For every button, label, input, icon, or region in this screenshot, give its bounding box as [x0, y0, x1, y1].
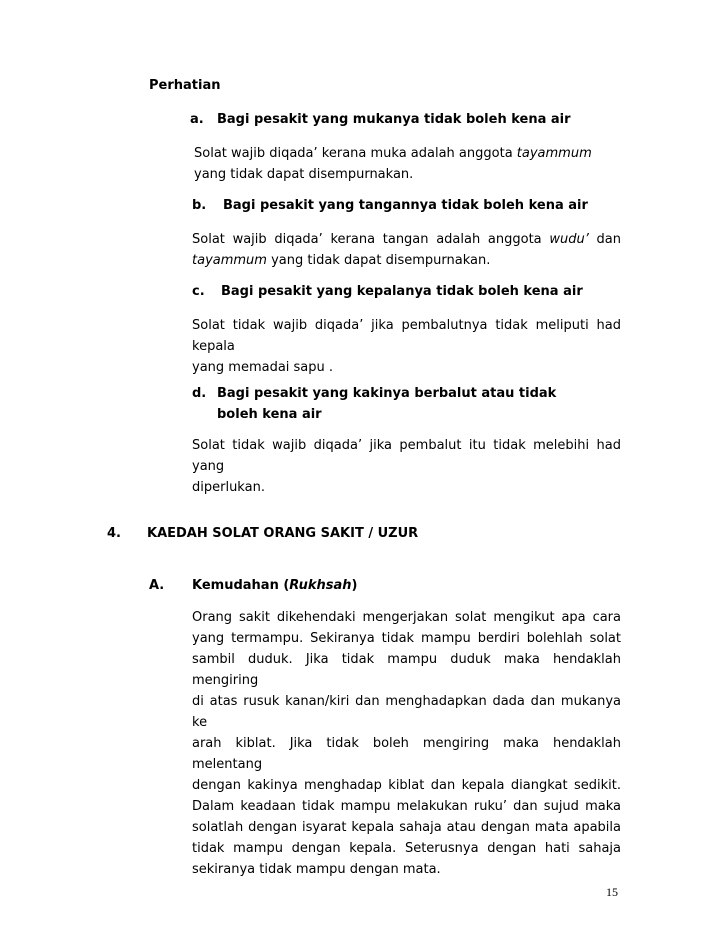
item-d-body: Solat tidak wajib diqada’ jika pembalut itu tidak melebihi had yang diperlukan. [192, 438, 621, 495]
section-title: KAEDAH SOLAT ORANG SAKIT / UZUR [147, 526, 419, 541]
body-line: sekiranya tidak mampu dengan mata. [192, 862, 441, 877]
item-a-body: Solat wajib diqada’ kerana muka adalah anggota tayammum yang tidak dapat disempurnakan. [194, 146, 592, 182]
item-b-marker: b. [192, 198, 207, 213]
item-d-heading: Bagi pesakit yang kakinya berbalut atau tidak boleh kena air [217, 386, 557, 422]
item-c-marker: c. [192, 284, 205, 299]
body-line: arah kiblat. Jika tidak boleh mengiring maka hendaklah melentang [192, 736, 621, 772]
body-line: di atas rusuk kanan/kiri dan menghadapkan dada dan mukanya ke [192, 694, 621, 730]
body-line: solatlah dengan isyarat kepala sahaja atau dengan mata apabila [192, 820, 621, 835]
body-line: sambil duduk. Jika tidak mampu duduk maka hendaklah mengiring [192, 652, 621, 688]
body-line: yang termampu. Sekiranya tidak mampu berdiri bolehlah solat [192, 631, 621, 646]
section-number: 4. [107, 526, 121, 541]
body-line: tidak mampu dengan kepala. Seterusnya dengan hati sahaja [192, 841, 621, 856]
item-a-marker: a. [190, 112, 204, 127]
subsection-body [192, 607, 621, 880]
subsection-title: Kemudahan (Rukhsah) [192, 578, 358, 593]
perhatian-heading: Perhatian [149, 78, 221, 93]
item-b-heading: Bagi pesakit yang tangannya tidak boleh kena air [223, 198, 588, 213]
item-c-heading: Bagi pesakit yang kepalanya tidak boleh kena air [221, 284, 583, 299]
page-number: 15 [606, 885, 618, 899]
item-d-marker: d. [192, 386, 207, 401]
body-line: Orang sakit dikehendaki mengerjakan solat mengikut apa cara [192, 610, 621, 625]
body-line: dengan kakinya menghadap kiblat dan kepala diangkat sedikit. [192, 778, 621, 793]
subsection-marker: A. [149, 578, 165, 593]
body-line: Dalam keadaan tidak mampu melakukan ruku’ dan sujud maka [192, 799, 621, 814]
item-c-body: Solat tidak wajib diqada’ jika pembalutnya tidak meliputi had kepala yang memadai sapu . [192, 318, 621, 375]
item-a-heading: Bagi pesakit yang mukanya tidak boleh kena air [217, 112, 571, 127]
item-b-body: Solat wajib diqada’ kerana tangan adalah anggota wudu’ dan tayammum yang tidak dapat disempurnakan. [192, 232, 621, 268]
